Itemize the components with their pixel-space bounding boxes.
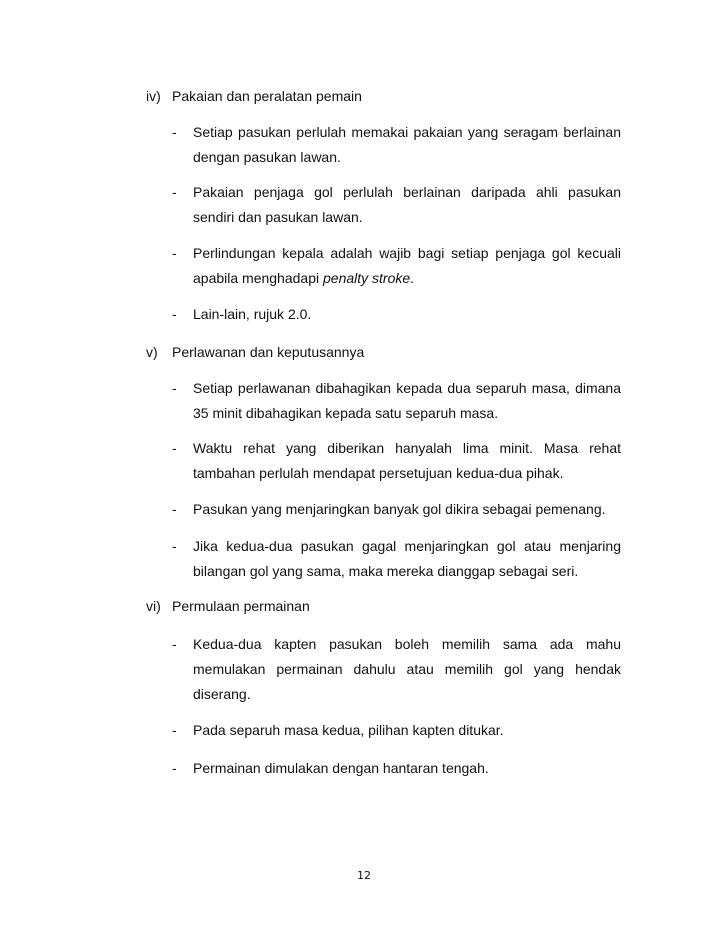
list-item-text: Pakaian penjaga gol perlulah berlainan daripada ahli pasukan: [193, 184, 621, 200]
list-dash: -: [172, 306, 177, 322]
list-item-text: Lain-lain, rujuk 2.0.: [193, 306, 312, 322]
italic-term: penalty stroke: [323, 270, 411, 286]
list-dash: -: [172, 380, 177, 396]
list-item-text: 35 minit dibahagikan kepada satu separuh masa.: [193, 405, 499, 421]
section-title: Permulaan permainan: [172, 598, 310, 614]
list-dash: -: [172, 722, 177, 738]
list-item-text: dengan pasukan lawan.: [193, 149, 341, 165]
list-item-text: diserang.: [193, 686, 251, 702]
page-number: 12: [357, 869, 371, 882]
section-heading-v: [146, 344, 364, 360]
list-dash: -: [172, 440, 177, 456]
section-heading-iv: [146, 88, 362, 104]
list-item-text: Jika kedua-dua pasukan gagal menjaringkan gol atau menjaring: [193, 538, 621, 554]
list-dash: -: [172, 501, 177, 517]
list-item-text: tambahan perlulah mendapat persetujuan kedua-dua pihak.: [193, 465, 564, 481]
list-item-text: memulakan permainan dahulu atau memilih gol yang hendak: [193, 661, 621, 677]
list-dash: -: [172, 245, 177, 261]
section-heading-vi: [146, 598, 310, 614]
section-number: iv): [146, 88, 161, 104]
text-segment: apabila menghadapi: [193, 270, 323, 286]
list-item-text: Kedua-dua kapten pasukan boleh memilih sama ada mahu: [193, 636, 621, 652]
list-item-text: Pasukan yang menjaringkan banyak gol dikira sebagai pemenang.: [193, 501, 606, 517]
list-item-text: sendiri dan pasukan lawan.: [193, 209, 363, 225]
section-title: Perlawanan dan keputusannya: [172, 344, 365, 360]
list-item-text: Perlindungan kepala adalah wajib bagi setiap penjaga gol kecuali: [193, 245, 621, 261]
list-item-text: Pada separuh masa kedua, pilihan kapten ditukar.: [193, 722, 504, 738]
section-title: Pakaian dan peralatan pemain: [172, 88, 362, 104]
list-item-text-mixed: [193, 270, 621, 286]
list-item-text: bilangan gol yang sama, maka mereka dianggap sebagai seri.: [193, 563, 579, 579]
list-dash: -: [172, 124, 177, 140]
list-dash: -: [172, 760, 177, 776]
list-item-text: Setiap perlawanan dibahagikan kepada dua separuh masa, dimana: [193, 380, 621, 396]
list-dash: -: [172, 636, 177, 652]
list-item-text: Permainan dimulakan dengan hantaran tengah.: [193, 760, 489, 776]
list-item-text: Waktu rehat yang diberikan hanyalah lima minit. Masa rehat: [193, 440, 621, 456]
section-number: vi): [146, 598, 161, 614]
text-segment: .: [410, 270, 415, 286]
list-dash: -: [172, 538, 177, 554]
list-dash: -: [172, 184, 177, 200]
list-item-text: Setiap pasukan perlulah memakai pakaian yang seragam berlainan: [193, 124, 621, 140]
section-number: v): [146, 344, 158, 360]
